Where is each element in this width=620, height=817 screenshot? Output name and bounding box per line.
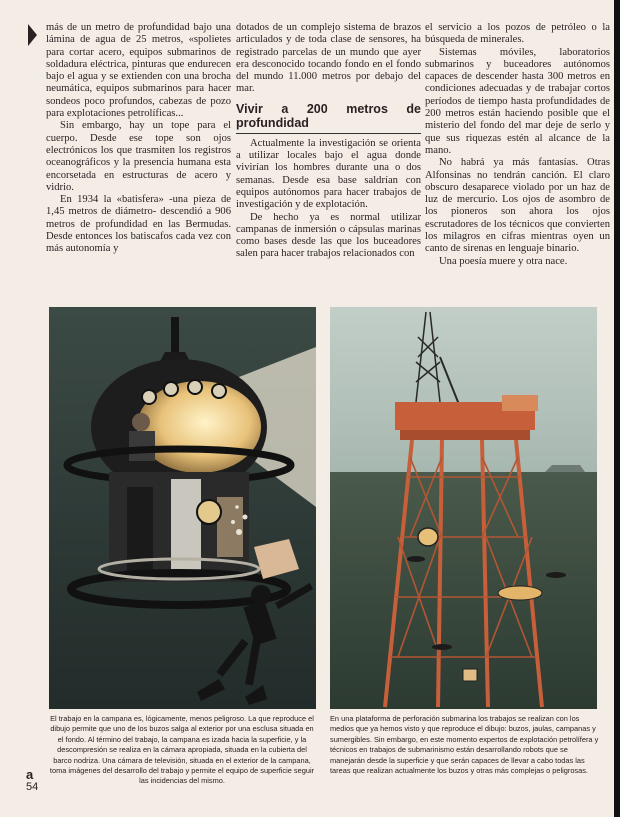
paragraph: más de un metro de profundidad bajo una lámina de agua de 25 metros, «spolietes para cortar acero, equipos submarinos de soldadura eléctrica, pinturas que endurecen bajo el agua y se extienden con una brocha neumática, equipos submarinos para hacer sondeos poco profundos, cabezas de pozo para explotaciones petrolíficas... xyxy=(46,22,231,120)
right-illustration-caption: En una plataforma de perforación submarina los trabajos se realizan con los medios que ya hemos visto y que reproduce el dibujo: buzos, jaulas, campanas y sumergibles. Sin embargo, en este momento expertos de explotación petrolífera y técnicos en trabajos de submarinismo están desarrollando robots que se manejarán desde la superficie y que serán capaces de llevar a cabo todas las tareas que realizan actualmente los buzos y otras más complejas o peligrosas. xyxy=(330,714,599,776)
paragraph: De hecho ya es normal utilizar campanas de inmersión o cápsulas marinas como bases desde las que los buceadores salen para hacer trabajos relacionados con xyxy=(236,211,421,260)
paragraph: Una poesía muere y otra nace. xyxy=(439,255,568,267)
left-illustration-caption: El trabajo en la campana es, lógicamente, menos peligroso. La que reproduce el dibujo permite que uno de los buzos salga al exterior por una esclusa situada en el fondo. Al término del trabajo, la campana es izada hacia la superficie, y la descompresión se realiza en la cámara apropiada, situada en la cubierta del barco nodriza. Una cámara de televisión, situada en el exterior de la campana, toma imágenes del desarrollo del trabajo y permite el equipo de superficie seguir las incidencias del mismo. xyxy=(49,714,315,786)
page-edge xyxy=(614,0,620,817)
magazine-logo-icon: a xyxy=(26,767,34,782)
paragraph: Actualmente la investigación se orienta a utilizar locales bajo el agua donde vivirían los hombres durante una o dos semanas. Desde esa base saldrían con equipos autónomos para hacer trabajos de investigación y de explotación. xyxy=(236,137,421,211)
text-column-2 xyxy=(236,22,421,261)
paragraph: No habrá ya más fantasías. Otras Alfonsinas no tendrán canción. El claro obscuro desaparece violado por un haz de luz de mercurio. Los ojos de asombro de los pioneros son ahora los ojos escrutadores de los técnicos que convierten los milagros en cifras mientras oyen un canto de sirenas en lenguaje binario. xyxy=(425,157,610,255)
paragraph: Sin embargo, hay un tope para el cuerpo. Desde ese tope son ojos electrónicos los que trasmiten los registros oceanográficos y la presencia humana esta encorsetada en estructuras de acero y vidrio. xyxy=(46,120,231,193)
section-subheading: Vivir a 200 metros de profundidad xyxy=(236,102,421,134)
paragraph: Sistemas móviles, laboratorios submarinos y buceadores autónomos capaces de descender hasta 300 metros en condiciones adecuadas y de trabajar cortos períodos de tiempo hasta profundidades de 200 metros están haciendo posible que el misterio del fondo del mar deje de serlo y que sus riquezas estén al alcance de la mano. xyxy=(425,46,610,156)
diving-bell-drawing xyxy=(49,307,316,709)
paragraph: dotados de un complejo sistema de brazos articulados y de toda clase de sensores, ha registrado parcelas de un mundo que ayer era desconocido tocando fondo en el fondo del mundo 11.000 metros por debajo del mar. xyxy=(236,22,421,95)
paragraph: el servicio a los pozos de petróleo o la búsqueda de minerales. xyxy=(425,22,610,46)
article-continuation-marker-icon xyxy=(28,24,37,46)
paragraph: En 1934 la «batisfera» -una pieza de 1,45 metros de diámetro- descendió a 906 metros de profundidad en las Bermudas. Desde entonces los batiscafos cada vez con más autonomía y xyxy=(46,194,231,255)
text-column-1 xyxy=(46,22,231,256)
page-number: 54 xyxy=(26,781,39,793)
drilling-platform-illustration xyxy=(330,307,597,709)
text-column-3 xyxy=(425,22,610,268)
diving-bell-illustration xyxy=(49,307,316,709)
drilling-platform-drawing xyxy=(330,307,597,709)
